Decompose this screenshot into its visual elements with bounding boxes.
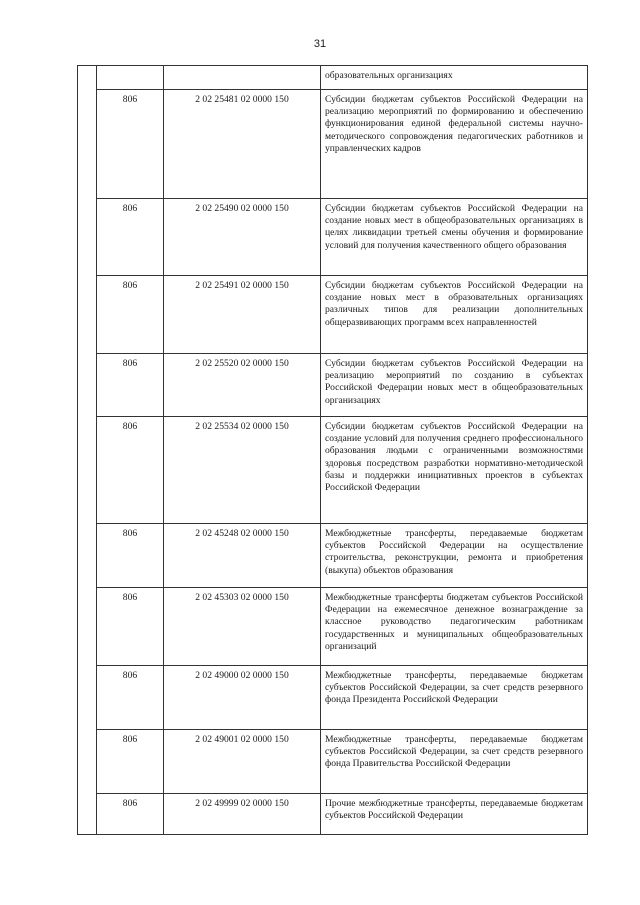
table-row — [78, 588, 588, 666]
table-row — [78, 524, 588, 588]
revenue-name-cell: Субсидии бюджетам субъектов Российской Федерации на создание новых мест в общеобразовательных организациях в целях ликвидации третьей смены обучения и формирование условий для получения качественного общего образования — [321, 199, 588, 276]
revenue-name-cell: Субсидии бюджетам субъектов Российской Федерации на реализацию мероприятий по созданию в субъектах Российской Федерации новых мест в общеобразовательных организациях — [321, 354, 588, 417]
budget-code-cell: 2 02 25520 02 0000 150 — [164, 354, 321, 417]
revenue-name-cell: Межбюджетные трансферты, передаваемые бюджетам субъектов Российской Федерации, за счет средств резервного фонда Правительства Российской Федерации — [321, 730, 588, 794]
revenue-name-cell: образовательных организациях — [321, 66, 588, 90]
table-row — [78, 417, 588, 524]
budget-code-cell: 2 02 49999 02 0000 150 — [164, 794, 321, 835]
table-row — [78, 276, 588, 354]
revenue-name-cell: Межбюджетные трансферты, передаваемые бюджетам субъектов Российской Федерации на осуществление строительства, реконструкции, ремонта и приобретения (выкупа) объектов образования — [321, 524, 588, 588]
admin-code-cell: 806 — [97, 524, 164, 588]
table-row — [78, 66, 588, 90]
page-number: 31 — [313, 38, 327, 50]
revenue-name-cell: Субсидии бюджетам субъектов Российской Федерации на создание новых мест в образовательных организациях различных типов для реализации дополнительных общеразвивающих программ всех направленностей — [321, 276, 588, 354]
admin-code-cell: 806 — [97, 276, 164, 354]
table-row — [78, 730, 588, 794]
admin-code-cell: 806 — [97, 90, 164, 199]
budget-code-cell: 2 02 25481 02 0000 150 — [164, 90, 321, 199]
revenue-name-cell: Субсидии бюджетам субъектов Российской Федерации на создание условий для получения среднего профессионального образования людьми с ограниченными возможностями здоровья посредством разработки нормативно-методической базы и поддержки инициативных проектов в субъектах Российской Федерации — [321, 417, 588, 524]
admin-code-cell: 806 — [97, 199, 164, 276]
revenue-name-cell: Межбюджетные трансферты бюджетам субъектов Российской Федерации на ежемесячное денежное вознаграждение за классное руководство педагогическим работникам государственных и муниципальных общеобразовательных организаций — [321, 588, 588, 666]
table-row — [78, 794, 588, 835]
admin-code-cell: 806 — [97, 354, 164, 417]
admin-code-cell: 806 — [97, 588, 164, 666]
budget-code-cell: 2 02 25491 02 0000 150 — [164, 276, 321, 354]
budget-code-cell: 2 02 49001 02 0000 150 — [164, 730, 321, 794]
budget-code-cell: 2 02 45303 02 0000 150 — [164, 588, 321, 666]
revenue-name-cell: Межбюджетные трансферты, передаваемые бюджетам субъектов Российской Федерации, за счет средств резервного фонда Президента Российской Федерации — [321, 666, 588, 730]
admin-code-cell — [97, 66, 164, 90]
admin-code-cell: 806 — [97, 794, 164, 835]
table-row — [78, 666, 588, 730]
table-row — [78, 199, 588, 276]
admin-code-cell: 806 — [97, 417, 164, 524]
budget-code-cell: 2 02 25534 02 0000 150 — [164, 417, 321, 524]
table-row — [78, 90, 588, 199]
admin-code-cell: 806 — [97, 730, 164, 794]
budget-revenue-table — [77, 65, 588, 835]
budget-code-cell — [164, 66, 321, 90]
budget-code-cell: 2 02 49000 02 0000 150 — [164, 666, 321, 730]
budget-code-cell: 2 02 25490 02 0000 150 — [164, 199, 321, 276]
revenue-name-cell: Прочие межбюджетные трансферты, передаваемые бюджетам субъектов Российской Федерации — [321, 794, 588, 835]
revenue-name-cell: Субсидии бюджетам субъектов Российской Федерации на реализацию мероприятий по формированию и обеспечению функционирования единой федеральной системы научно-методического сопровождения педагогических работников и управленческих кадров — [321, 90, 588, 199]
budget-code-cell: 2 02 45248 02 0000 150 — [164, 524, 321, 588]
table-row — [78, 354, 588, 417]
empty-number-column — [78, 66, 97, 835]
admin-code-cell: 806 — [97, 666, 164, 730]
